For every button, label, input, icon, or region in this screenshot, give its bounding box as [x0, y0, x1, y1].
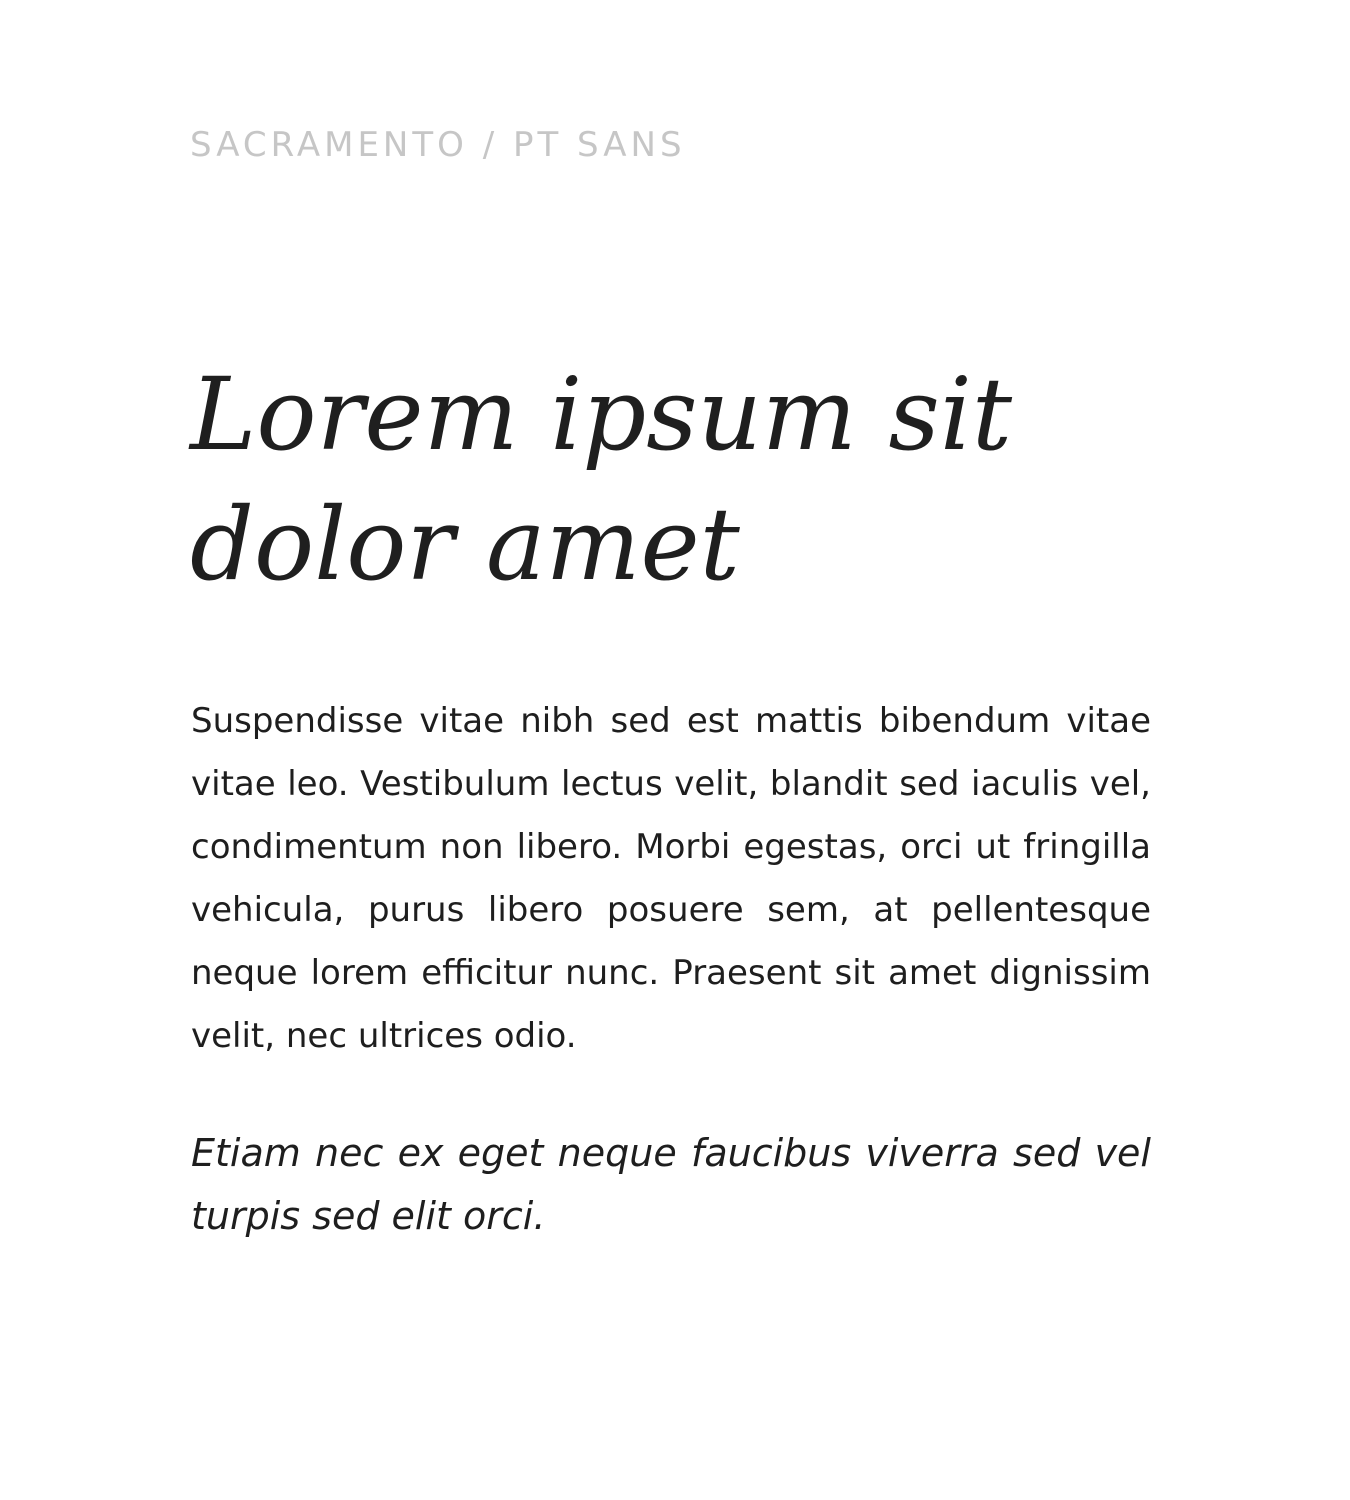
body-paragraph: Suspendisse vitae nibh sed est mattis bibendum vitae vitae leo. Vestibulum lectus velit, blandit sed iaculis vel, condimentum non libero. Morbi egestas, orci ut fringilla vehicula, purus libero posuere sem, at pellentesque neque lorem efficitur nunc. Praesent sit amet dignissim velit, nec ultrices odio.: [191, 701, 1151, 1056]
font-pair-caption: SACRAMENTO / PT SANS: [190, 125, 686, 165]
script-headline: Lorem ipsum sit dolor amet: [190, 356, 1013, 603]
italic-paragraph: Etiam nec ex eget neque faucibus viverra sed vel turpis sed elit orci.: [191, 1131, 1151, 1238]
